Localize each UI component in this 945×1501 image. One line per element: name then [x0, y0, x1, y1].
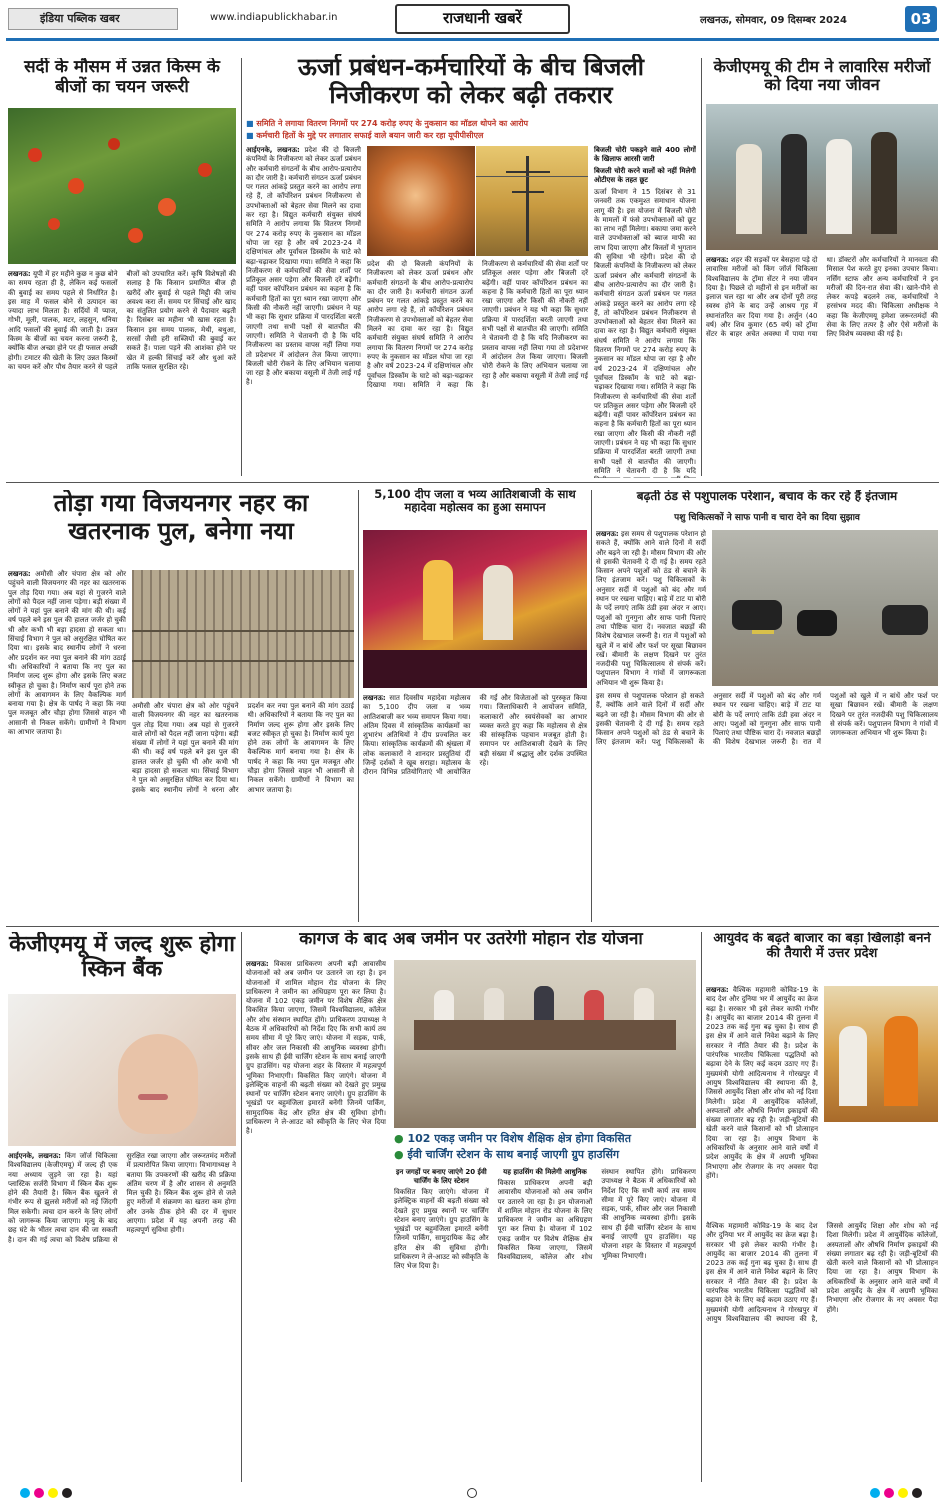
article-lead: लखनऊ:	[706, 256, 729, 264]
power-tower-photo	[476, 146, 588, 256]
article-mohan-road	[246, 930, 696, 1482]
bridge-construction-photo	[132, 570, 354, 698]
article-lead: लखनऊ:	[8, 270, 31, 278]
article-body-cont: वैश्विक महामारी कोविड-19 के बाद देश और दुनिया भर में आयुर्वेद का क्रेज बढ़ा है। सरकार भी इसे लेकर काफी गंभीर है। आयुर्वेद का बाजार 2014 की तुलना में 2023 तक कई गुना बढ़ चुका है। साथ ही इस क्षेत्र में आने वाले निवेश बढ़ाने के लिए सरकार ने नीति तैयार की है। प्रदेश के पारंपरिक भारतीय चिकित्सा पद्धतियों को बढ़ावा देने के लिए कई कदम उठाए गए हैं। मुख्यमंत्री योगी आदित्यनाथ ने गोरखपुर में आयुष विश्वविद्यालय की स्थापना की है, जिससे आयुर्वेद शिक्षा और शोध को नई दिशा मिलेगी। प्रदेश में आयुर्वेदिक कॉलेजों, अस्पतालों और औषधि निर्माण इकाइयों की संख्या लगातार बढ़ रही है। जड़ी-बूटियों की खेती करने वाले किसानों को भी प्रोत्साहन दिया जा रहा है। आयुष विभाग के अधिकारियों के अनुसार आने वाले वर्षों में प्रदेश आयुर्वेद के क्षेत्र में अग्रणी भूमिका निभाएगा और रोजगार के नए अवसर पैदा होंगे।	[706, 1222, 938, 1323]
article-body	[706, 256, 938, 478]
article-lead: लखनऊ:	[363, 694, 386, 702]
print-register-marks	[0, 1486, 945, 1501]
article-lead: लखनऊ:	[8, 570, 31, 578]
article-body-cont: प्रदेश की दो बिजली कंपनियों के निजीकरण को लेकर ऊर्जा प्रबंधन और कर्मचारी संगठनों के बीच आरोप-प्रत्यारोप का दौर जारी है। कर्मचारी संगठन ऊर्जा प्रबंधन पर गलत आंकड़े प्रस्तुत करने का आरोप लगा रहे हैं, तो कॉर्पोरेशन प्रबंधन निजीकरण से उपभोक्ताओं को बेहतर सेवा मिलने का दावा कर रहा है। विद्युत कर्मचारी संयुक्त संघर्ष समिति ने आरोप लगाया कि वितरण निगमों पर 274 करोड़ रुपए के नुकसान का मॉडल थोपा जा रहा है और वर्ष 2023-24 में दक्षिणांचल और पूर्वांचल डिस्कॉम के घाटे को बढ़ा-चढ़ाकर दिखाया गया। समिति ने कहा कि निजीकरण से कर्मचारियों की सेवा शर्तों पर प्रतिकूल असर पड़ेगा और बिजली दरें बढ़ेंगी। वहीं पावर कॉर्पोरेशन प्रबंधन का कहना है कि कर्मचारी हितों का पूरा ध्यान रखा जाएगा और किसी की नौकरी नहीं जाएगी। प्रबंधन ने यह भी कहा कि सुधार प्रक्रिया में पारदर्शिता बरती जाएगी तथा सभी पक्षों से बातचीत की जाएगी। समिति ने चेतावनी दी है कि यदि निजीकरण का प्रस्ताव वापस नहीं लिया गया तो प्रदेशभर में आंदोलन तेज किया जाएगा। बिजली चोरी रोकने के लिए अभियान चलाया जा रहा है और बकाया वसूली में तेजी लाई गई है।	[367, 260, 588, 389]
patients-photo	[706, 104, 938, 250]
column-rule	[358, 490, 359, 922]
article-lead: आईएनके, लखनऊ:	[8, 1152, 61, 1160]
meeting-photo	[394, 960, 696, 1128]
article-body	[8, 270, 236, 476]
subheadline-2: ■ कर्मचारी हितों के मुद्दे पर लगातार सफाई वाले बयान जारी कर रहा यूपीपीसीएल	[246, 131, 484, 140]
subhead-3: इन जगहों पर बनाए जाएंगे 20 ईवी चार्जिंग के लिए स्टेशन	[395, 1168, 487, 1185]
article-lead: आईएनके, लखनऊ:	[246, 146, 300, 154]
subhead-4: बिजली चोरी करने वालों को नहीं मिलेगी ओटीएस के तहत छूट	[594, 167, 696, 184]
ayurveda-event-photo	[824, 986, 938, 1122]
cattle-photo	[712, 530, 938, 686]
article-text: विकास प्राधिकरण अपनी बड़ी आवासीय योजनाओं को अब जमीन पर उतारने जा रहा है। इन योजनाओं में शामिल मोहान रोड योजना के लिए प्राधिकरण ने जमीन का अधिग्रहण पूरा कर लिया है। योजना में 102 एकड़ जमीन पर विशेष शैक्षिक क्षेत्र विकसित किया जाएगा, जिसमें विश्वविद्यालय, कॉलेज और शोध संस्थान स्थापित होंगे। प्राधिकरण उपाध्यक्ष ने बैठक में अधिकारियों को निर्देश दिए कि सभी कार्य तय समय सीमा में पूरे किए जाएं। योजना में सड़क, पार्क, सीवर और जल निकासी की आधुनिक व्यवस्था होगी। इसके साथ ही ईवी चार्जिंग स्टेशन के साथ बनाई जाएगी ग्रुप हाउसिंग। यह योजना शहर के विस्तार में महत्वपूर्ण भूमिका निभाएगी।	[246, 960, 386, 1080]
article-body: लखनऊ: विकास प्राधिकरण अपनी बड़ी आवासीय योजनाओं को अब जमीन पर उतारने जा रहा है। इन योजनाओं में शामिल मोहान रोड योजना के लिए प्राधिकरण ने जमीन का अधिग्रहण पूरा कर लिया है। योजना में 102 एकड़ जमीन पर विशेष शैक्षिक क्षेत्र विकसित किया जाएगा, जिसमें विश्वविद्यालय, कॉलेज और शोध संस्थान स्थापित होंगे। प्राधिकरण उपाध्यक्ष ने बैठक में अधिकारियों को निर्देश दिए कि सभी कार्य तय समय सीमा में पूरे किए जाएं। योजना में सड़क, पार्क, सीवर और जल निकासी की आधुनिक व्यवस्था होगी। इसके साथ ही ईवी चार्जिंग स्टेशन के साथ बनाई जाएगी ग्रुप हाउसिंग। यह योजना शहर के विस्तार में महत्वपूर्ण भूमिका निभाएगी। विकसित किए जाएंगे। योजना में इलेक्ट्रिक वाहनों की बढ़ती संख्या को देखते हुए प्रमुख स्थानों पर चार्जिंग स्टेशन बनाए जाएंगे। ग्रुप हाउसिंग के भूखंडों पर बहुमंजिला इमारतें बनेंगी जिनमें पार्किंग, सामुदायिक केंद्र और हरित क्षेत्र की सुविधा होगी। प्राधिकरण ने ले-आउट को स्वीकृति के लिए भेज दिया है।	[246, 960, 387, 1136]
article-text: इस समय से पशुपालक परेशान हो सकते हैं, क्योंकि आने वाले दिनों में सर्दी और बढ़ने जा रही है। मौसम विभाग की ओर से इसकी चेतावनी दे दी गई है। समय रहते किसान अपने पशुओं को ठंड से बचाने के लिए इंतजाम करें। पशु चिकित्सकों के अनुसार सर्दी में पशुओं को बंद और गर्म स्थान पर रखना चाहिए। बाड़े में टाट या बोरी के पर्दे लगाएं ताकि ठंडी हवा अंदर न आए। पशुओं को गुनगुना और साफ पानी पिलाएं तथा पौष्टिक चारा दें। नवजात बछड़ों की विशेष देखभाल जरूरी है। रात में पशुओं को खुले में न बांधें और फर्श पर सूखा बिछावन रखें। बीमारी के लक्षण दिखने पर तुरंत नजदीकी पशु चिकित्सालय से संपर्क करें। पशुपालन विभाग ने गांवों में जागरूकता अभियान भी शुरू किया है।	[596, 530, 706, 687]
article-text: किंग जॉर्ज चिकित्सा विश्वविद्यालय (केजीएमयू) में जल्द ही एक नया अध्याय जुड़ने जा रहा है। यहां प्लास्टिक सर्जरी विभाग में स्किन बैंक शुरू होने की तैयारी है। स्किन बैंक खुलने से गंभीर रूप से झुलसे मरीजों को नई जिंदगी मिल सकेगी। त्वचा दान करने के लिए लोगों को जागरूक किया जाएगा। मृत्यु के बाद छह घंटे के भीतर त्वचा दान की जा सकती है। दान की गई त्वचा को विशेष प्रक्रिया से सुरक्षित रखा जाएगा और जरूरतमंद मरीजों में प्रत्यारोपित किया जाएगा। विभागाध्यक्ष ने बताया कि उपकरणों की खरीद की प्रक्रिया अंतिम चरण में है और शासन से अनुमति मिल चुकी है। स्किन बैंक शुरू होने से जले हुए मरीजों में संक्रमण का खतरा कम होगा और उनके ठीक होने की दर में सुधार आएगा। प्रदेश में यह अपनी तरह की महत्वपूर्ण सुविधा होगी।	[8, 1152, 236, 1244]
article-body-cont: इस समय से पशुपालक परेशान हो सकते हैं, क्योंकि आने वाले दिनों में सर्दी और बढ़ने जा रही है। मौसम विभाग की ओर से इसकी चेतावनी दे दी गई है। समय रहते किसान अपने पशुओं को ठंड से बचाने के लिए इंतजाम करें। पशु चिकित्सकों के अनुसार सर्दी में पशुओं को बंद और गर्म स्थान पर रखना चाहिए। बाड़े में टाट या बोरी के पर्दे लगाएं ताकि ठंडी हवा अंदर न आए। पशुओं को गुनगुना और साफ पानी पिलाएं तथा पौष्टिक चारा दें। नवजात बछड़ों की विशेष देखभाल जरूरी है। रात में पशुओं को खुले में न बांधें और फर्श पर सूखा बिछावन रखें। बीमारी के लक्षण दिखने पर तुरंत नजदीकी पशु चिकित्सालय से संपर्क करें। पशुपालन विभाग ने गांवों में जागरूकता अभियान भी शुरू किया है।	[596, 692, 938, 747]
subheadline-1: ● 102 एकड़ जमीन पर विशेष शैक्षिक क्षेत्र होगा विकसित	[394, 1132, 632, 1145]
masthead-rule	[6, 38, 939, 41]
article-body	[596, 530, 706, 688]
headline: केजीएमयू में जल्द शुरू होगा स्किन बैंक	[9, 932, 235, 983]
subhead-4: यह हाउसिंग की मिलेगी आधुनिक	[503, 1168, 587, 1176]
page-number: 03	[905, 6, 937, 32]
headline: तोड़ा गया विजयनगर नहर का खतरनाक पुल, बनेगा नया	[53, 490, 309, 545]
article-text: वैश्विक महामारी कोविड-19 के बाद देश और दुनिया भर में आयुर्वेद का क्रेज बढ़ा है। सरकार भी इसे लेकर काफी गंभीर है। आयुर्वेद का बाजार 2014 की तुलना में 2023 तक कई गुना बढ़ चुका है। साथ ही इस क्षेत्र में आने वाले निवेश बढ़ाने के लिए सरकार ने नीति तैयार की है। प्रदेश के पारंपरिक भारतीय चिकित्सा पद्धतियों को बढ़ावा देने के लिए कई कदम उठाए गए हैं। मुख्यमंत्री योगी आदित्यनाथ ने गोरखपुर में आयुष विश्वविद्यालय की स्थापना की है, जिससे आयुर्वेद शिक्षा और शोध को नई दिशा मिलेगी। प्रदेश में आयुर्वेदिक कॉलेजों, अस्पतालों और औषधि निर्माण इकाइयों की संख्या लगातार बढ़ रही है। जड़ी-बूटियों की खेती करने वाले किसानों को भी प्रोत्साहन दिया जा रहा है। आयुष विभाग के अधिकारियों के अनुसार आने वाले वर्षों में प्रदेश आयुर्वेद के क्षेत्र में अग्रणी भूमिका निभाएगा और रोजगार के नए अवसर पैदा होंगे।	[706, 986, 818, 1180]
article-canal-bridge	[8, 490, 354, 922]
article-skin-bank	[8, 932, 236, 1482]
article-body-cont: अमौसी और चंपारा क्षेत्र को ओर पहुंचने वाली विजयनगर की नहर का खतरनाक पुल तोड़ दिया गया। अब यहां से गुजरने वाले लोगों को पैदल नहीं जाना पड़ेगा। बड़ी संख्या में लोगों ने यहां पुल बनाने की मांग की थी। कई वर्ष पहले बने इस पुल की हालत जर्जर हो चुकी थी और कभी भी बड़ा हादसा हो सकता था। सिंचाई विभाग ने पुल को असुरक्षित घोषित कर दिया था। इसके बाद स्थानीय लोगों ने धरना और प्रदर्शन कर नया पुल बनाने की मांग उठाई थी। अधिकारियों ने बताया कि नए पुल का निर्माण जल्द शुरू होगा और इसके लिए बजट स्वीकृत हो चुका है। निर्माण कार्य पूरा होने तक लोगों के आवागमन के लिए वैकल्पिक मार्ग बनाया गया है। क्षेत्र के पार्षद ने कहा कि नया पुल मजबूत और चौड़ा होगा जिससे वाहन भी आसानी से निकल सकेंगे। ग्रामीणों ने विभाग का आभार जताया है।	[132, 702, 354, 794]
article-body	[246, 146, 361, 476]
article-body	[706, 986, 818, 1216]
column-rule	[591, 490, 592, 922]
article-lead: लखनऊ:	[246, 960, 269, 968]
article-lead: लखनऊ:	[596, 530, 619, 538]
subheadline-2: ● ईवी चार्जिंग स्टेशन के साथ बनाई जाएगी ग्रुप हाउसिंग	[394, 1148, 620, 1161]
headline: केजीएमयू की टीम ने लावारिस मरीजों को दिया नया जीवन	[713, 58, 931, 95]
section-rule	[6, 926, 939, 927]
skin-care-photo	[8, 994, 236, 1146]
masthead-paper-name: इंडिया पब्लिक खबर	[40, 12, 120, 25]
section-title: राजधानी खबरें	[443, 9, 522, 27]
article-text: अमौसी और चंपारा क्षेत्र को ओर पहुंचने वाली विजयनगर की नहर का खतरनाक पुल तोड़ दिया गया। अब यहां से गुजरने वाले लोगों को पैदल नहीं जाना पड़ेगा। बड़ी संख्या में लोगों ने यहां पुल बनाने की मांग की थी। कई वर्ष पहले बने इस पुल की हालत जर्जर हो चुकी थी और कभी भी बड़ा हादसा हो सकता था। सिंचाई विभाग ने पुल को असुरक्षित घोषित कर दिया था। इसके बाद स्थानीय लोगों ने धरना और प्रदर्शन कर नया पुल बनाने की मांग उठाई थी। अधिकारियों ने बताया कि नए पुल का निर्माण जल्द शुरू होगा और इसके लिए बजट स्वीकृत हो चुका है। निर्माण कार्य पूरा होने तक लोगों के आवागमन के लिए वैकल्पिक मार्ग बनाया गया है। क्षेत्र के पार्षद ने कहा कि नया पुल मजबूत और चौड़ा होगा जिससे वाहन भी आसानी से निकल सकेंगे। ग्रामीणों ने विभाग का आभार जताया है।	[8, 570, 126, 737]
article-text: यूपी में हर महीने कुछ न कुछ बोने का समय रहता ही है, लेकिन कई फसलों की बुवाई का समय पहले से निर्धारित है। इस माह में फसल बोने से उत्पादन का ज्यादा लाभ मिलता है। सर्दियों में प्याज, गोभी, मूली, पालक, मटर, लहसुन, धनिया आदि फसलों की बुवाई की जाती है। उन्नत किस्म के बीजों का चयन करना जरूरी है, क्योंकि बीज अच्छा होने पर ही फसल अच्छी होगी। टमाटर की खेती के लिए उन्नत किस्मों का चयन करें और पौध तैयार करने से पहले बीजों को उपचारित करें। कृषि विशेषज्ञों की सलाह है कि किसान प्रमाणित बीज ही खरीदें और बुवाई से पहले मिट्टी की जांच अवश्य करा लें। समय पर सिंचाई और खाद का संतुलित प्रयोग करने से पैदावार बढ़ती है। दिसंबर का महीना भी खास रहता है। किसान इस समय पालक, मेथी, बथुआ, सरसों जैसी हरी सब्जियों की बुवाई कर सकते हैं। पाला पड़ने की आशंका होने पर खेत में हल्की सिंचाई करें और धुआं करें ताकि फसल सुरक्षित रहे।	[8, 270, 236, 371]
article-body	[8, 570, 126, 922]
subheadline: पशु चिकित्सकों ने साफ पानी व चारा देने का दिया सुझाव	[674, 513, 860, 523]
article-kgmu-patients	[706, 58, 938, 478]
article-lead: लखनऊ:	[706, 986, 729, 994]
article-text: प्रदेश की दो बिजली कंपनियों के निजीकरण को लेकर ऊर्जा प्रबंधन और कर्मचारी संगठनों के बीच आरोप-प्रत्यारोप का दौर जारी है। कर्मचारी संगठन ऊर्जा प्रबंधन पर गलत आंकड़े प्रस्तुत करने का आरोप लगा रहे हैं, तो कॉर्पोरेशन प्रबंधन निजीकरण से उपभोक्ताओं को बेहतर सेवा मिलने का दावा कर रहा है। विद्युत कर्मचारी संयुक्त संघर्ष समिति ने आरोप लगाया कि वितरण निगमों पर 274 करोड़ रुपए के नुकसान का मॉडल थोपा जा रहा है और वर्ष 2023-24 में दक्षिणांचल और पूर्वांचल डिस्कॉम के घाटे को बढ़ा-चढ़ाकर दिखाया गया। समिति ने कहा कि निजीकरण से कर्मचारियों की सेवा शर्तों पर प्रतिकूल असर पड़ेगा और बिजली दरें बढ़ेंगी। वहीं पावर कॉर्पोरेशन प्रबंधन का कहना है कि कर्मचारी हितों का पूरा ध्यान रखा जाएगा और किसी की नौकरी नहीं जाएगी। प्रबंधन ने यह भी कहा कि सुधार प्रक्रिया में पारदर्शिता बरती जाएगी तथा सभी पक्षों से बातचीत की जाएगी। समिति ने चेतावनी दी है कि यदि निजीकरण का प्रस्ताव वापस नहीं लिया गया तो प्रदेशभर में आंदोलन तेज किया जाएगा। बिजली चोरी रोकने के लिए अभियान चलाया जा रहा है और बकाया वसूली में तेजी लाई गई है।	[246, 146, 362, 387]
section-rule	[6, 482, 939, 483]
article-text: सात दिवसीय महादेवा महोत्सव का 5,100 दीप जला व भव्य आतिशबाजी कर भव्य समापन किया गया। अंतिम दिवस में सांस्कृतिक कार्यक्रमों का शुभारंभ अतिथियों ने दीप प्रज्वलित कर किया। सांस्कृतिक कार्यक्रमों की श्रृंखला में लोक कलाकारों ने शानदार प्रस्तुतियां दीं जिन्हें दर्शकों ने खूब सराहा। महोत्सव के दौरान विभिन्न प्रतियोगिताएं भी आयोजित की गईं और विजेताओं को पुरस्कृत किया गया। जिलाधिकारी ने आयोजन समिति, कलाकारों और स्वयंसेवकों का आभार व्यक्त करते हुए कहा कि महोत्सव से क्षेत्र की सांस्कृतिक पहचान मजबूत होती है। समापन पर आतिशबाजी देखने के लिए बड़ी संख्या में श्रद्धालु और दर्शक उपस्थित रहे।	[363, 694, 587, 777]
article-cattle-cold	[596, 490, 938, 922]
article-text: शहर की सड़कों पर बेसहारा पड़े दो लावारिस मरीजों को किंग जॉर्ज चिकित्सा विश्वविद्यालय के ट्रॉमा सेंटर ने नया जीवन दिया है। पिछले दो महीनों से इन मरीजों का इलाज चल रहा था और अब दोनों पूरी तरह स्वस्थ होने के बाद उन्हें आश्रय गृह में स्थानांतरित कर दिया गया है। अर्जुन (40 वर्ष) और शिव कुमार (65 वर्ष) को ट्रॉमा सेंटर के बाहर अचेत अवस्था में पाया गया था। डॉक्टरों और कर्मचारियों ने मानवता की मिसाल पेश करते हुए इनका उपचार किया। नर्सिंग स्टाफ और अन्य कर्मचारियों ने इन मरीजों की दिन-रात सेवा की। खाने-पीने से लेकर कपड़े बदलने तक, कर्मचारियों ने हरसंभव मदद की। चिकित्सा अधीक्षक ने कहा कि केजीएमयू हमेशा जरूरतमंदों की सेवा के लिए तत्पर है और ऐसे मरीजों के लिए विशेष व्यवस्था की गई है।	[706, 256, 938, 339]
masthead-url[interactable]: www.indiapublickhabar.in	[210, 12, 338, 23]
article-mahadeva-festival	[363, 488, 587, 922]
tomato-field-photo	[8, 108, 236, 264]
headline: ऊर्जा प्रबंधन-कर्मचारियों के बीच बिजली निजीकरण को लेकर बढ़ी तकरार	[298, 54, 644, 109]
meter-photo	[367, 146, 475, 256]
headline: 5,100 दीप जला व भव्य आतिशबाजी के साथ महादेवा महोत्सव का हुआ समापन	[374, 488, 576, 515]
headline: सर्दी के मौसम में उन्नत किस्म के बीजों का चयन जरूरी	[24, 58, 220, 97]
festival-photo	[363, 530, 587, 688]
subheadline-1: ■ समिति ने लगाया वितरण निगमों पर 274 करोड़ रुपए के नुकसान का मॉडल थोपने का आरोप	[246, 119, 529, 128]
column-rule	[241, 932, 242, 1482]
headline: आयुर्वेद के बढ़ते बाजार का बड़ा खिलाड़ी बनने की तैयारी में उत्तर प्रदेश	[713, 932, 931, 961]
article-body-cont: इन जगहों पर बनाए जाएंगे 20 ईवी चार्जिंग के लिए स्टेशन विकसित किए जाएंगे। योजना में इलेक्ट्रिक वाहनों की बढ़ती संख्या को देखते हुए प्रमुख स्थानों पर चार्जिंग स्टेशन बनाए जाएंगे। ग्रुप हाउसिंग के भूखंडों पर बहुमंजिला इमारतें बनेंगी जिनमें पार्किंग, सामुदायिक केंद्र और हरित क्षेत्र की सुविधा होगी। प्राधिकरण ने ले-आउट को स्वीकृति के लिए भेज दिया है। यह हाउसिंग की मिलेगी आधुनिक विकास प्राधिकरण अपनी बड़ी आवासीय योजनाओं को अब जमीन पर उतारने जा रहा है। इन योजनाओं में शामिल मोहान रोड योजना के लिए प्राधिकरण ने जमीन का अधिग्रहण पूरा कर लिया है। योजना में 102 एकड़ जमीन पर विशेष शैक्षिक क्षेत्र विकसित किया जाएगा, जिसमें विश्वविद्यालय, कॉलेज और शोध संस्थान स्थापित होंगे। प्राधिकरण उपाध्यक्ष ने बैठक में अधिकारियों को निर्देश दिए कि सभी कार्य तय समय सीमा में पूरे किए जाएं। योजना में सड़क, पार्क, सीवर और जल निकासी की आधुनिक व्यवस्था होगी। इसके साथ ही ईवी चार्जिंग स्टेशन के साथ बनाई जाएगी ग्रुप हाउसिंग। यह योजना शहर के विस्तार में महत्वपूर्ण भूमिका निभाएगी।	[394, 1168, 696, 1271]
column-rule	[701, 58, 702, 476]
article-body	[363, 694, 587, 922]
article-body	[8, 1152, 236, 1482]
subhead-3: बिजली चोरी पकड़ने वाले 400 लोगों के खिलाफ आरसी जारी	[594, 146, 696, 163]
article-body-right: बिजली चोरी पकड़ने वाले 400 लोगों के खिलाफ आरसी जारी बिजली चोरी करने वालों को नहीं मिलेगी ओटीएस के तहत छूट ऊर्जा विभाग ने 15 दिसंबर से 31 जनवरी तक एकमुश्त समाधान योजना लागू की है। इस योजना में बिजली चोरी के मामलों में फंसे उपभोक्ताओं को छूट का लाभ नहीं मिलेगा। बकाया जमा करने वाले उपभोक्ताओं को ब्याज माफी का लाभ दिया जाएगा और किस्तों में भुगतान की सुविधा भी रहेगी। प्रदेश की दो बिजली कंपनियों के निजीकरण को लेकर ऊर्जा प्रबंधन और कर्मचारी संगठनों के बीच आरोप-प्रत्यारोप का दौर जारी है। कर्मचारी संगठन ऊर्जा प्रबंधन पर गलत आंकड़े प्रस्तुत करने का आरोप लगा रहे हैं, तो कॉर्पोरेशन प्रबंधन निजीकरण से उपभोक्ताओं को बेहतर सेवा मिलने का दावा कर रहा है। विद्युत कर्मचारी संयुक्त संघर्ष समिति ने आरोप लगाया कि वितरण निगमों पर 274 करोड़ रुपए के नुकसान का मॉडल थोपा जा रहा है और वर्ष 2023-24 में दक्षिणांचल और पूर्वांचल डिस्कॉम के घाटे को बढ़ा-चढ़ाकर दिखाया गया। समिति ने कहा कि निजीकरण से कर्मचारियों की सेवा शर्तों पर प्रतिकूल असर पड़ेगा और बिजली दरें बढ़ेंगी। वहीं पावर कॉर्पोरेशन प्रबंधन का कहना है कि कर्मचारी हितों का पूरा ध्यान रखा जाएगा और किसी की नौकरी नहीं जाएगी। प्रबंधन ने यह भी कहा कि सुधार प्रक्रिया में पारदर्शिता बरती जाएगी तथा सभी पक्षों से बातचीत की जाएगी। समिति ने चेतावनी दी है कि यदि	[594, 146, 696, 475]
masthead	[0, 0, 945, 46]
column-rule	[701, 932, 702, 1482]
article-ayurveda	[706, 932, 938, 1482]
column-rule	[241, 58, 242, 476]
headline: कागज के बाद अब जमीन पर उतरेगी मोहान रोड योजना	[299, 930, 643, 949]
headline: बढ़ती ठंड से पशुपालक परेशान, बचाव के कर रहे हैं इंतजाम	[636, 490, 898, 503]
article-electricity	[246, 54, 696, 478]
article-seeds	[8, 58, 236, 476]
dateline: लखनऊ, सोमवार, 09 दिसम्बर 2024	[700, 15, 847, 26]
